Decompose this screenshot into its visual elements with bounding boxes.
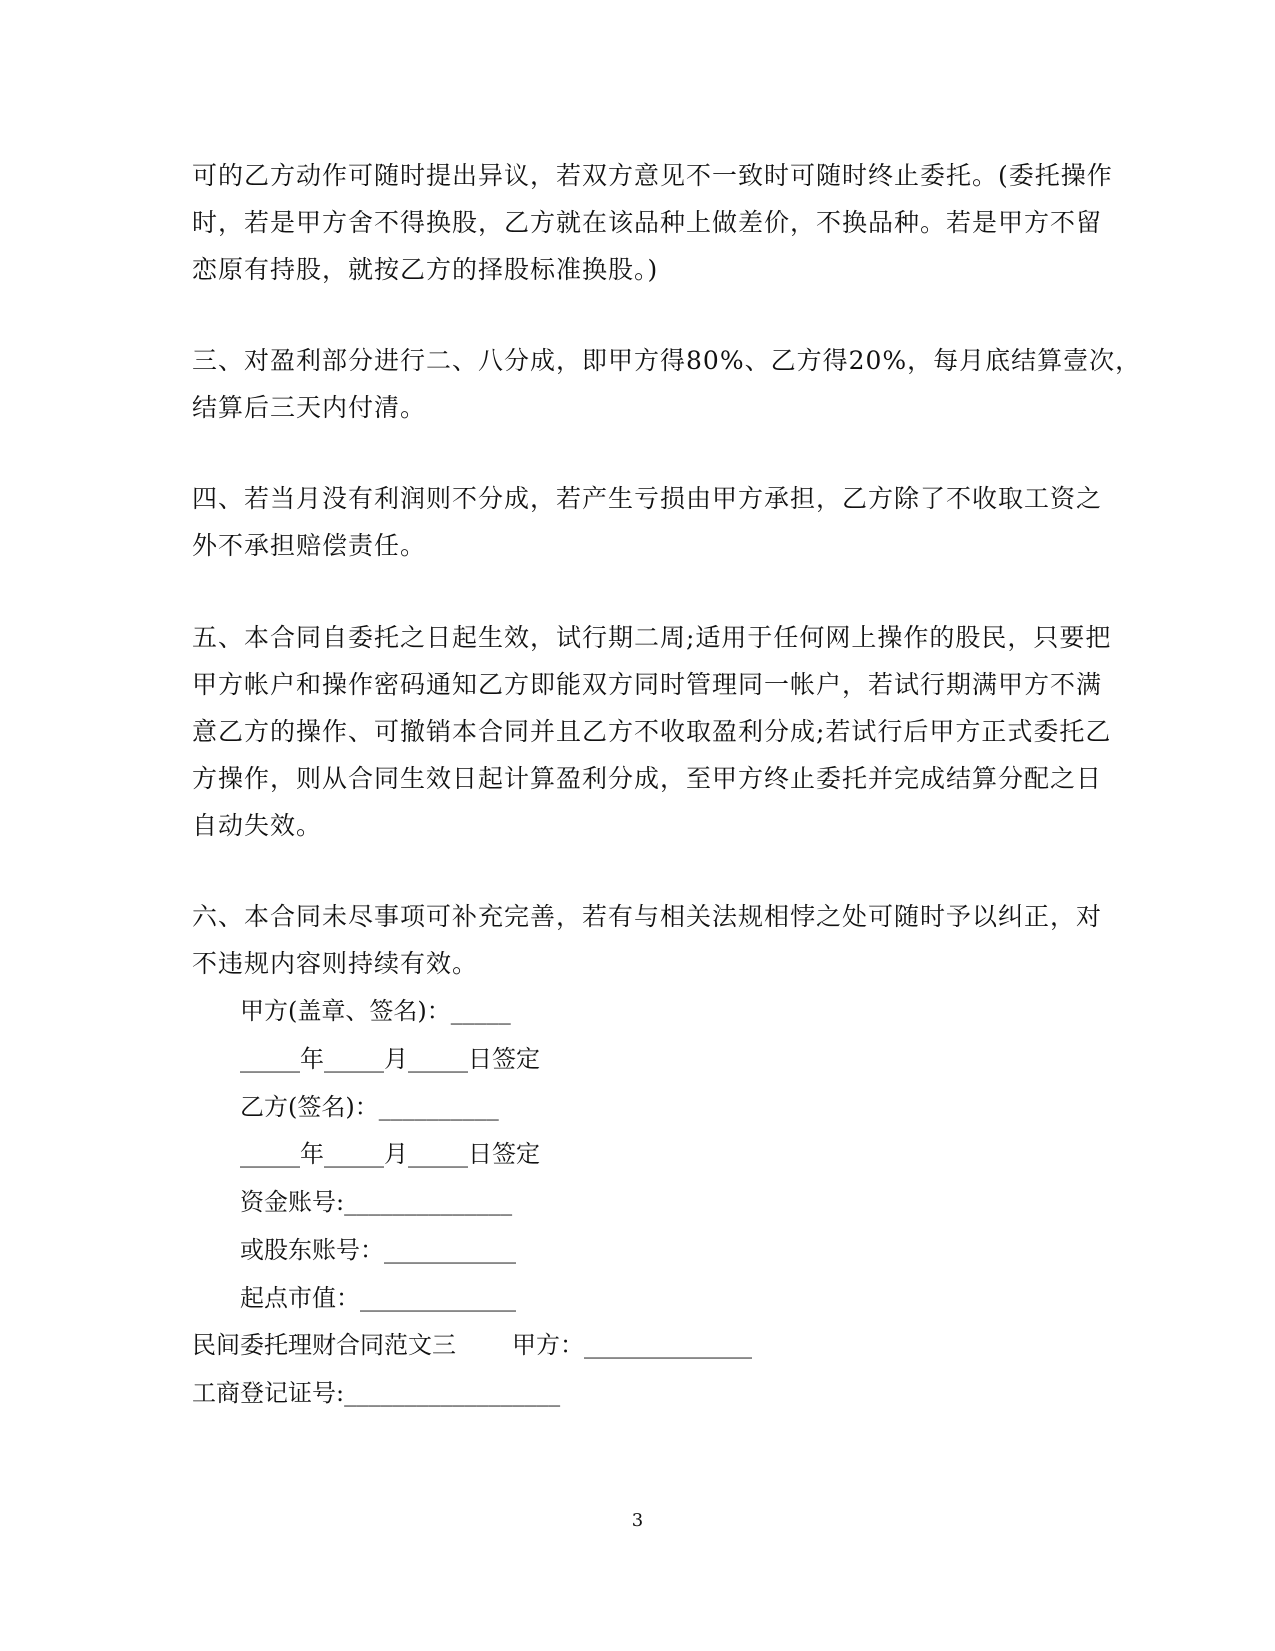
party-a-field: 甲方：______________ bbox=[512, 1331, 752, 1359]
section-title: 民间委托理财合同范文三 bbox=[192, 1331, 456, 1359]
clause-six bbox=[192, 893, 1103, 987]
text-line: 六、本合同未尽事项可补充完善，若有与相关法规相悖之处可随时予以纠正，对 bbox=[192, 902, 1103, 931]
text-line: 不违规内容则持续有效。 bbox=[192, 949, 479, 978]
text-line: 五、本合同自委托之日起生效，试行期二周;适用于任何网上操作的股民，只要把 bbox=[192, 623, 1112, 652]
paragraph-continuation bbox=[192, 152, 1113, 293]
text-line: 四、若当月没有利润则不分成，若产生亏损由甲方承担，乙方除了不收取工资之 bbox=[192, 484, 1103, 513]
start-market-value-field: 起点市值：_____________ bbox=[240, 1284, 516, 1312]
text-line: 自动失效。 bbox=[192, 811, 323, 840]
text-line: 甲方帐户和操作密码通知乙方即能双方同时管理同一帐户，若试行期满甲方不满 bbox=[192, 670, 1103, 699]
text-line: 三、对盈利部分进行二、八分成，即甲方得80%、乙方得20%，每月底结算壹次， bbox=[192, 346, 1142, 375]
text-line: 意乙方的操作、可撤销本合同并且乙方不收取盈利分成;若试行后甲方正式委托乙 bbox=[192, 717, 1112, 746]
text-line: 外不承担赔偿责任。 bbox=[192, 531, 427, 560]
text-line: 可的乙方动作可随时提出异议，若双方意见不一致时可随时终止委托。(委托操作 bbox=[192, 161, 1113, 190]
business-registration-field: 工商登记证号:__________________ bbox=[192, 1379, 561, 1407]
text-line: 方操作，则从合同生效日起计算盈利分成，至甲方终止委托并完成结算分配之日 bbox=[192, 764, 1103, 793]
party-a-signature: 甲方(盖章、签名)：_____ bbox=[240, 997, 511, 1025]
party-b-signature: 乙方(签名)：__________ bbox=[240, 1093, 499, 1121]
party-a-sign-date: _____年_____月_____日签定 bbox=[240, 1045, 540, 1073]
party-b-sign-date: _____年_____月_____日签定 bbox=[240, 1140, 540, 1168]
text-line: 时，若是甲方舍不得换股，乙方就在该品种上做差价，不换品种。若是甲方不留 bbox=[192, 208, 1103, 237]
text-line: 恋原有持股，就按乙方的择股标准换股。) bbox=[192, 255, 659, 284]
text-line: 结算后三天内付清。 bbox=[192, 393, 427, 422]
clause-three bbox=[192, 337, 1142, 431]
clause-five bbox=[192, 614, 1112, 849]
fund-account-field: 资金账号:______________ bbox=[240, 1188, 513, 1216]
clause-four bbox=[192, 475, 1103, 569]
page-number: 3 bbox=[631, 1510, 644, 1531]
shareholder-account-field: 或股东账号：___________ bbox=[240, 1236, 516, 1264]
